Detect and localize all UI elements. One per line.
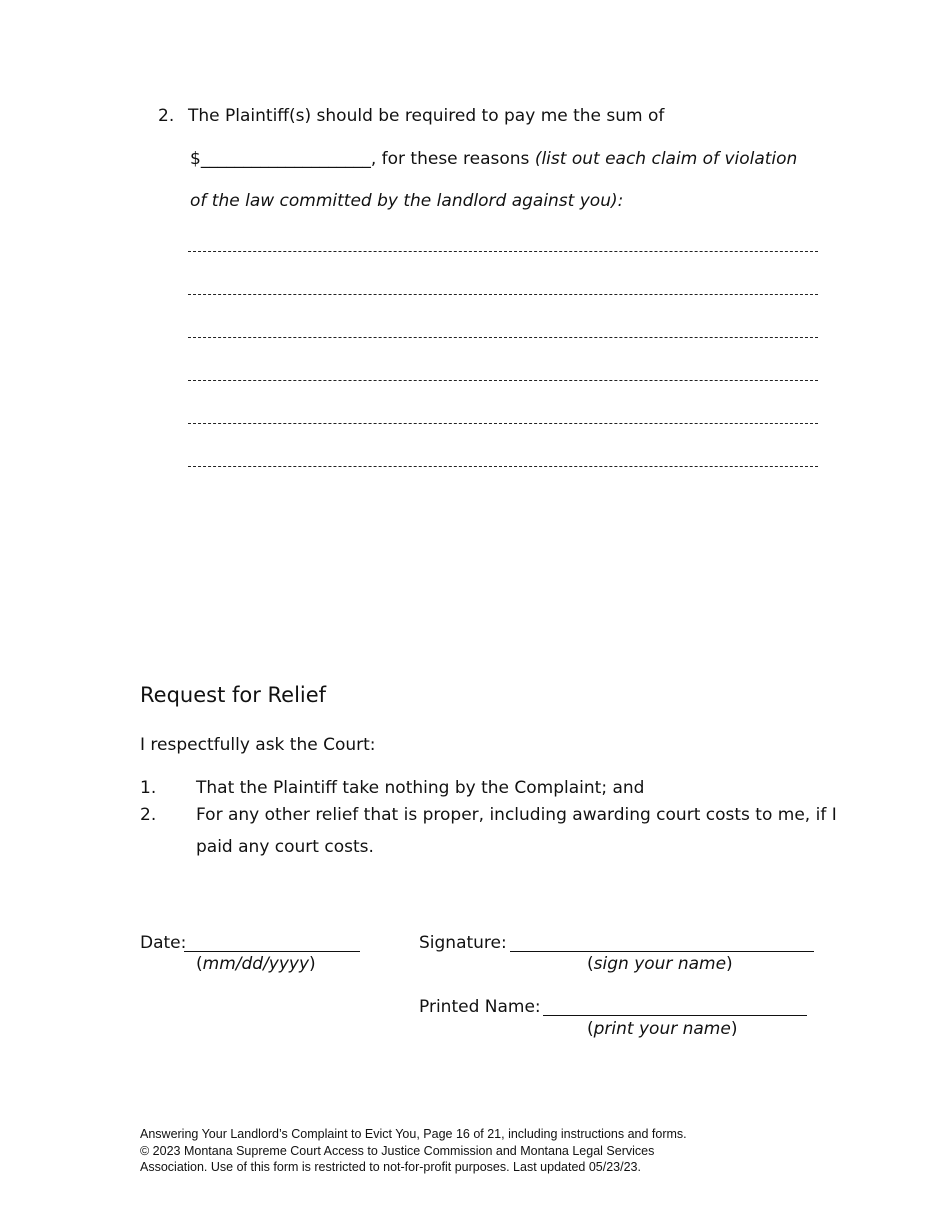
relief-item-1-number: 1. <box>140 778 157 798</box>
date-hint: (mm/dd/yyyy) <box>196 954 316 974</box>
footer-line-1: Answering Your Landlord’s Complaint to Evict You, Page 16 of 21, including instructions and forms. <box>140 1127 687 1141</box>
reasons-instruction: (list out each claim of violation <box>534 149 798 169</box>
reason-line-5[interactable] <box>188 423 818 424</box>
printed-name-field[interactable] <box>543 1015 807 1016</box>
printed-name-hint: (print your name) <box>587 1019 738 1039</box>
relief-item-2-text: For any other relief that is proper, including awarding court costs to me, if I <box>196 805 837 825</box>
footer-line-3: Association. Use of this form is restricted to not-for-profit purposes. Last updated 05/23/23. <box>140 1160 641 1174</box>
signature-label: Signature: <box>419 933 507 953</box>
item-2-number: 2. <box>158 106 175 126</box>
relief-heading: Request for Relief <box>140 683 327 707</box>
signature-hint: (sign your name) <box>587 954 733 974</box>
signature-field[interactable] <box>510 951 814 952</box>
date-label: Date: <box>140 933 187 953</box>
dollar-blank[interactable]: $____________________ <box>190 149 371 169</box>
reason-line-4[interactable] <box>188 380 818 381</box>
relief-item-2-number: 2. <box>140 805 157 825</box>
footer-line-2: © 2023 Montana Supreme Court Access to Justice Commission and Montana Legal Services <box>140 1143 655 1158</box>
item-2-text: The Plaintiff(s) should be required to pay me the sum of <box>188 106 665 126</box>
item-2-amount-line <box>190 149 797 169</box>
reason-line-1[interactable] <box>188 251 818 252</box>
footer <box>140 1126 687 1176</box>
relief-intro: I respectfully ask the Court: <box>140 735 376 755</box>
reason-line-2[interactable] <box>188 294 818 295</box>
relief-item-2-text-cont: paid any court costs. <box>196 837 374 857</box>
reasons-instruction-cont: of the law committed by the landlord against you): <box>190 191 624 211</box>
printed-name-label: Printed Name: <box>419 997 541 1017</box>
relief-item-1-text: That the Plaintiff take nothing by the Complaint; and <box>196 778 645 798</box>
reasons-text: , for these reasons <box>370 149 535 169</box>
date-field[interactable] <box>184 951 360 952</box>
reason-line-3[interactable] <box>188 337 818 338</box>
reason-line-6[interactable] <box>188 466 818 467</box>
